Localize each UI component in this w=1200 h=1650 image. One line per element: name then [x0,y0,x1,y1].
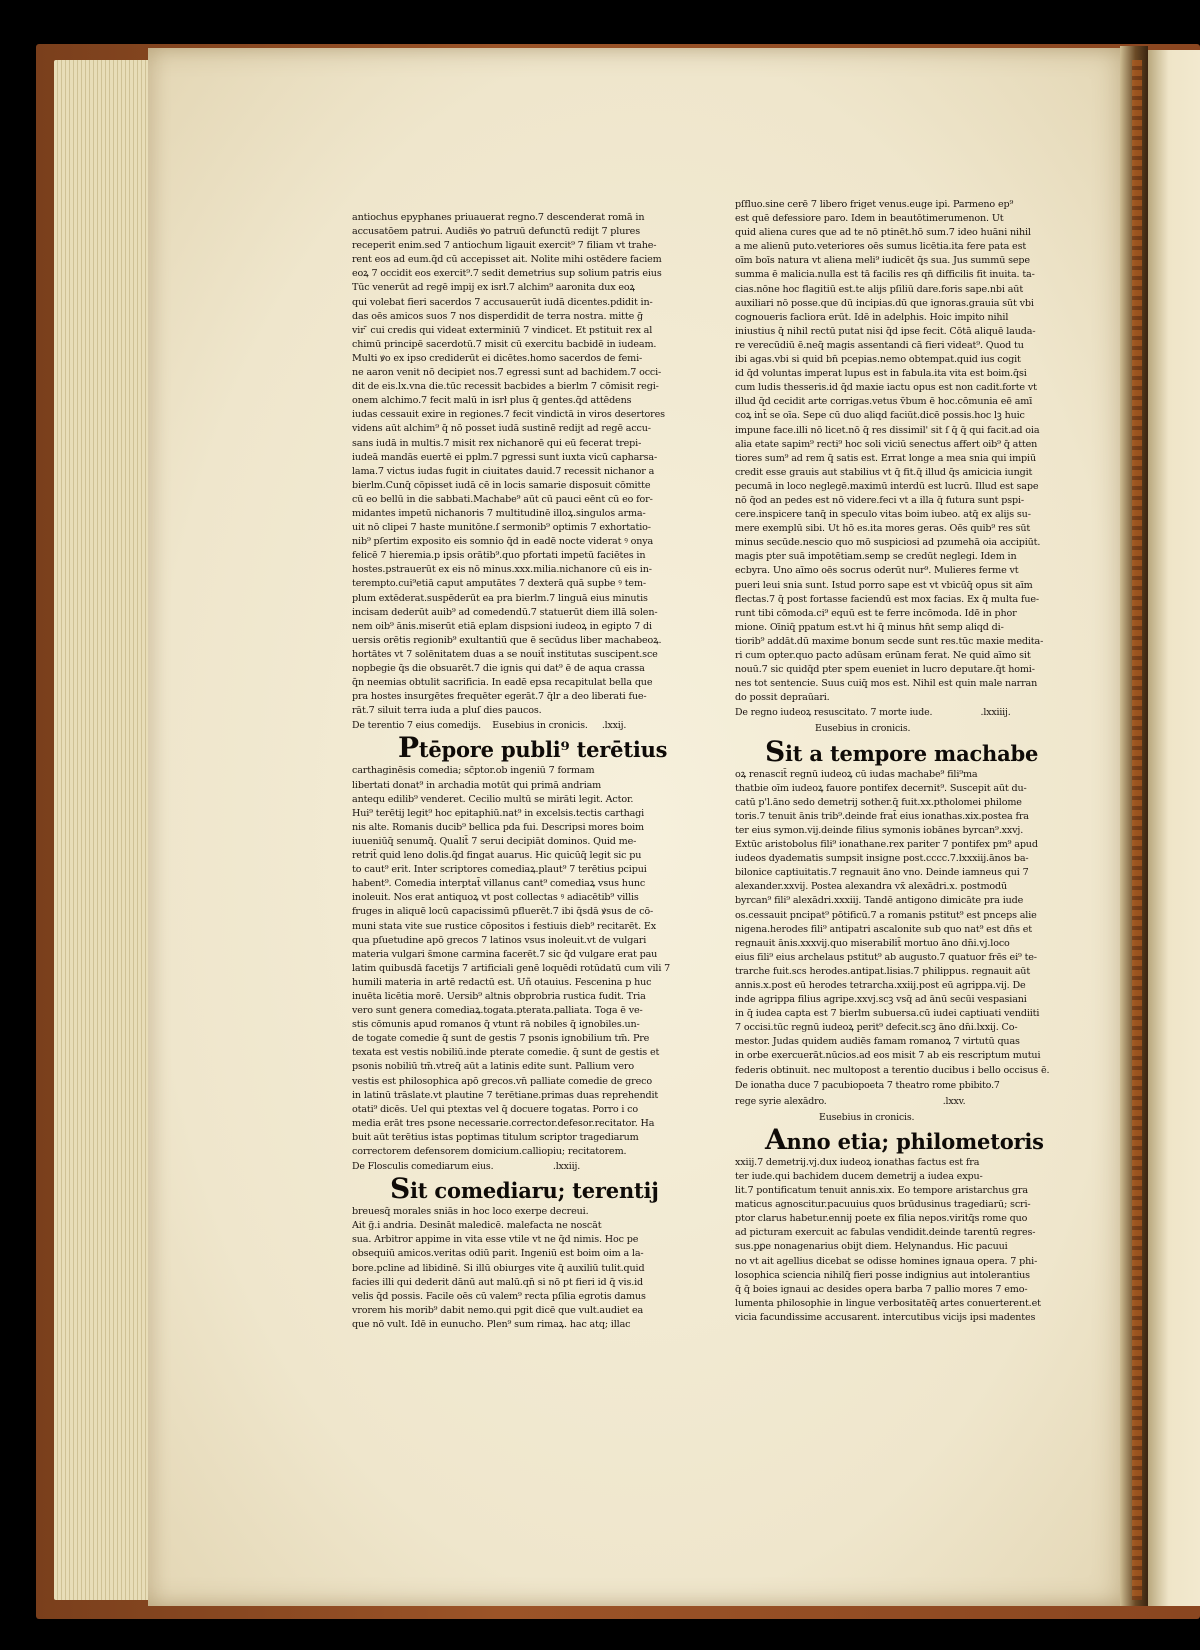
text-line: habent⁹. Comedia interptat̄ villanus cant⁹ comediaꝝ vsus hunc [352,878,646,890]
text-line: impune face.illi nō licet.nō q̄ res dissimil' sit ſ q̄ q̄ qui facit.ad oia [735,424,1040,436]
initial-capital: A [765,1126,787,1155]
left-column [352,211,680,1332]
text-line: pecumā in loco neglegē.maximū interdū est lucrū. Illud est sape [735,480,1039,492]
text-line: id q̄d voluntas imperat lupus est in fabula.ita vita est boim.q̄si [735,368,1027,380]
text-line: libertati donat⁹ in archadia motūt qui primā andriam [352,779,602,791]
text-line: quid aliena cures que ad te nō ptinēt.hō sum.7 ideo huāni nihil [735,227,1031,239]
text-line: texata est vestis nobiliū.inde pterate comedie. q̄ sunt de gestis et [352,1047,660,1059]
text-line: materia vulgari s̄mone carmina facerēt.7 sic q̄d vulgare erat pau [352,948,658,960]
text-line: maticus agnoscitur.pacuuius quos brūdusinus tragediarū; scri- [735,1199,1031,1211]
initial-capital: P [398,735,419,764]
heading-text: it a tempore machabe [785,740,1039,766]
bookmark-ribbon [1132,60,1142,1600]
text-line: eoꝝ 7 occidit eos exercit⁹.7 sedit demetrius sup solium patris eius [352,268,662,280]
text-line: inde agrippa filius agripe.xxvj.scꝫ vsq̄ ad ānū secūi vespasiani [735,994,1027,1006]
text-line: nopbegie q̄s die obsuarēt.7 die ignis qui dat⁹ ē de aqua crassa [352,663,645,674]
text-line: humili materia in artē redactū est. Uñ otauius. Fescenina p huc [352,976,652,988]
text-line: pueri leui snia sunt. Istud porro sape est vt vbicūq̄ opus sit aīm [735,579,1033,591]
text-line: vicia facundissime accusarent. intercutibus vicijs ipsi madentes [735,1311,1036,1323]
text-line: breuesq̄ morales sniās in hoc loco exerpe decreui. [352,1206,589,1218]
text-line: trarche fuit.scs herodes.antipat.lisias.7 philippus. regnauit aūt [735,965,1031,977]
text-line: Tūc venerūt ad regē impij ex isrł.7 alchim⁹ aaronita dux eoꝝ [352,282,635,294]
text-line: stis cōmunis apud romanos q̄ vtunt rā nobiles q̄ ignobiles.un- [352,1019,640,1031]
text-line: illud q̄d cecidit arte corrigas.vetus v̄bum ē hoc.cōmunia eē amī [735,396,1033,408]
text-line: alia etate sapim⁹ recti⁹ hoc soli viciū senectus affert oib⁹ q̄ atten [735,438,1038,450]
rubric-title: De regno iudeoꝝ resuscitato. 7 morte iude. [735,707,933,719]
right-heading-1 [735,739,1073,767]
text-line: vrorem his morib⁹ dabit nemo.qui pgit dicē que vult.audiet ea [352,1304,644,1316]
text-line: lama.7 victus iudas fugit in ciuitates dauid.7 recessit nichanor a [352,465,655,477]
text-line: plum extēderat.suspēderūt ea pra bierlm.7 linguā eius minutis [352,592,648,604]
text-line: tiores sum⁹ ad rem q̄ satis est. Errat longe a mea snia qui impiū [735,452,1036,464]
text-line: receperit enim.sed 7 antiochum ligauit exercit⁹ 7 filiam vt trahe- [352,240,657,252]
text-line: cum ludis thesseris.id q̄d maxie iactu opus est non cadit.forte vt [735,382,1037,394]
rubric-continuation: rege syrie alexādro. [735,1095,827,1107]
text-line: rent eos ad eum.q̄d cū accepisset ait. Nolite mihi ostēdere faciem [352,254,662,266]
text-line: to caut⁹ erit. Inter scriptores comediaꝝ.plaut⁹ 7 terētius pcipui [352,864,647,876]
text-line: vir ̄ cui credis qui videat exterminiū 7 vindicet. Et pstituit rex al [352,324,653,336]
text-line: qua pſuetudine apō grecos 7 latinos vsus inoleuit.vt de vulgari [352,934,647,946]
text-line: minus secūde.nescio quo mō suspiciosi ad pzumehā oia accipiūt. [735,537,1041,549]
text-line: q̄ q̄ boies ignaui ac desides opera barba 7 pallio mores 7 emo- [735,1283,1028,1295]
text-line: 7 occisi.tūc regnū iudeoꝝ perit⁹ defecit.scꝫ āno dn̄i.lxxij. Co- [735,1022,1018,1034]
rubric-source: Eusebius in cronicis. [492,720,588,732]
text-line: onem alchimo.7 fecit malū in isrł plus q̄ gentes.q̄d attēdens [352,395,632,407]
text-line: mere exemplū sibi. Ut hō es.ita mores geras. Oēs quib⁹ res sūt [735,523,1031,535]
text-line: sua. Arbitror appime in vita esse vtile vt ne q̄d nimis. Hoc pe [352,1234,639,1246]
text-line: correctorem defensorem domicium.calliopiu; recitatorem. [352,1146,627,1157]
right-page-edge [1148,50,1200,1606]
text-line: iniustius q̄ nihil rectū putat nisi q̄d ipse fecit. Cōtā aliquē lauda- [735,325,1036,337]
rubric-source: Eusebius in cronicis. [815,723,911,735]
text-line: hortātes vt 7 solēnitatem duas a se nouit̄ institutas suscipent.sce [352,648,658,660]
text-line: nigena.herodes fili⁹ antipatri ascalonite sub quo nat⁹ est dn̄s et [735,923,1032,935]
text-line: videns aūt alchim⁹ q̄ nō posset iudā sustinē redijt ad regē accu- [352,423,651,435]
right-source-1 [735,722,1073,736]
text-line: fruges in aliquē locū capacissimū pfluerēt.7 ibi q̄sdā ꝟsus de cō- [352,906,654,918]
left-rubric-1 [352,719,680,733]
text-line: que nō vult. Idē in eunucho. Plen⁹ sum rimaꝝ. hac atq; illac [352,1318,631,1330]
left-text-block-c [352,1205,680,1332]
text-line: de togate comedie q̄ sunt de gestis 7 psonis ignobilium tm̄. Pre [352,1033,650,1045]
right-rubric-2-continued [735,1095,1073,1109]
text-line: credit esse grauis aut stabilius vt q̄ fit.q̄ illud q̄s amicicia iungit [735,466,1033,478]
text-line: retrit̄ quid leno dolis.q̄d fingat auarus. Hic quicūq̄ legit sic pu [352,850,642,862]
text-line: psonis nobiliū tm̄.vtreq̄ aūt a latinis edite sunt. Pallium vero [352,1061,634,1073]
text-line: federis obtinuit. nec multopost a terentio ducibus i bello occisus ē. [735,1064,1050,1076]
text-line: cias.nōne hoc flagitiū est.te alijs pſiliū dare.foris sape.nbi aūt [735,283,1024,295]
text-line: losophica sciencia nihilq̄ fieri posse indignius aut intolerantius [735,1269,1030,1281]
text-line: mione. Oīniq̄ ppatum est.vt hi q̄ minus hn̄t semp aliqd di- [735,621,1004,633]
text-line: velis q̄d possis. Facile oēs cū valem⁹ recta pſilia egrotis damus [352,1290,646,1302]
initial-capital: S [390,1176,411,1205]
text-line: Multi ꝟo ex ipso crediderūt ei dicētes.homo sacerdos de femi- [352,352,643,364]
text-line: das oēs amicos suos 7 nos disperdidit de terra nostra. mitte ḡ [352,310,643,322]
text-line: uit nō clipei 7 haste munitōne.ſ sermonib⁹ optimis 7 exhortatio- [352,522,651,534]
text-line: pra hostes insurgētes frequēter egerāt.7 q̄lr a deo liberati fue- [352,691,647,703]
text-line: nes tot sentencie. Suus cuiq̄ mos est. Nihil est quin male narran [735,678,1038,690]
text-line: mestor. Judas quidem audiēs famam romanoꝝ 7 virtutū quas [735,1036,1020,1048]
text-line: terempto.cui⁹etiā caput amputātes 7 dexterā quā supbe ꝰ tem- [352,578,646,590]
text-line: in orbe exercuerāt.nūcios.ad eos misit 7 ab eis rescriptum mutui [735,1050,1041,1062]
text-line: nouū.7 sic quidq̄d pter spem eueniet in lucro deputare.q̄t homi- [735,664,1035,676]
text-line: bilonice captiuitatis.7 regnauit āno vno. Deinde iamneus qui 7 [735,867,1029,879]
text-line: midantes impetū nichanoris 7 multitudinē illoꝝ.singulos arma- [352,507,646,519]
text-line: hostes.pstrauerūt ex eis nō minus.xxx.milia.nichanore cū eis in- [352,564,652,576]
text-line: Extūc aristobolus fili⁹ ionathane.rex pariter 7 pontifex pm⁹ apud [735,839,1038,851]
text-line: eius fili⁹ eius archelaus pstitut⁹ ab augusto.7 quatuor frēs ei⁹ te- [735,951,1037,963]
text-line: chimū principē sacerdotū.7 misit cū exercitu bacbidē in iudeam. [352,338,657,350]
text-line: oīm boīs natura vt aliena meli⁹ iudicēt q̄s sua. Jus summū sepe [735,255,1030,267]
right-source-2 [735,1111,1073,1125]
text-line: qui volebat fieri sacerdos 7 accusauerūt iudā dicentes.pdidit in- [352,296,653,308]
text-line: in q̄ iudea capta est 7 bierlm subuersa.cū iudei captiuati vendiiti [735,1008,1040,1020]
text-line: felicē 7 hieremia.p ipsis orātib⁹.quo pfortati impetū faciētes in [352,550,646,562]
rubric-title: De Flosculis comediarum eius. [352,1161,494,1173]
text-line: incisam dederūt auib⁹ ad comedendū.7 statuerūt diem illā solen- [352,606,658,618]
heading-text: tēpore publi⁹ terētius [418,737,668,763]
text-line: coꝝ int̄ se oīa. Sepe cū duo aliqd faciūt.dicē possis.hoc lꝫ huic [735,410,1025,422]
rubric-source: Eusebius in cronicis. [819,1111,915,1123]
text-line: do possit depraūari. [735,692,830,704]
right-text-block-b [735,768,1073,1078]
text-line: otati⁹ dicēs. Uel qui ptextas vel q̄ docuere togatas. Porro i co [352,1103,639,1115]
text-line: inoleuit. Nos erat antiquoꝝ vt post collectas ꝰ adiacētib⁹ villis [352,892,639,904]
text-line: est quē defessiore paro. Idem in beautōtimerumenon. Ut [735,213,1004,225]
text-line: latim quibusdā facetijs 7 artificiali genē loquēdi rotūdatū cum vili 7 [352,962,671,974]
chapter-number: .lxxiij. [552,1161,581,1173]
text-line: pſfluo.sine cerē 7 libero friget venus.euge ipi. Parmeno ep⁹ [735,199,1014,210]
right-rubric-1 [735,706,1073,720]
right-heading-2 [735,1127,1073,1155]
text-line: a me alienū puto.veteriores oēs sumus licētia.ita fere pata est [735,241,1027,253]
text-line: xxiij.7 demetrij.vj.dux iudeoꝝ ionathas factus est fra [735,1156,980,1168]
text-line: antiochus epyphanes priuauerat regno.7 descenderat romā in [352,212,645,223]
text-line: ibi agas.vbi si quid bn̄ pcepias.nemo obtempat.quid ius cogit [735,354,1021,366]
text-line: lit.7 pontificatum tenuit annis.xix. Eo tempore aristarchus gra [735,1185,1028,1197]
text-line: buit aūt terētius istas poptimas titulum scriptor tragediarum [352,1131,639,1143]
text-line: iudeos dyadematis sumpsit insigne post.cccc.7.lxxxiij.ānos ba- [735,853,1029,865]
text-line: bore.pcline ad libidinē. Si illū obiurges vite q̄ auxiliū tulit.quid [352,1262,645,1274]
text-line: iuueniūq̄ senumq̄. Qualit̄ 7 serui decipiāt dominos. Quid me- [352,835,637,847]
text-line: Ait g̃.i andria. Desināt maledicē. malefacta ne noscāt [352,1220,602,1232]
text-line: no vt ait agellius dicebat se odisse homines ignaua opera. 7 phi- [735,1255,1038,1267]
heading-text: nno etia; philometoris [786,1128,1044,1154]
text-line: antequ edilib⁹ venderet. Cecilio multū se mirāti legit. Actor. [352,793,634,805]
text-line: q̄n neemias obtulit sacrificia. In eadē epsa recapitulat bella que [352,677,653,689]
text-line: uersis orētis regionib⁹ exultantiū que ē secūdus liber machabeoꝝ. [352,634,662,646]
text-line: oꝝ renascit̄ regnū iudeoꝝ cū iudas machabe⁹ fili⁹ma [735,768,978,780]
text-line: vestis est philosophica apō grecos.vn̄ palliate comedie de greco [352,1075,652,1087]
text-line: regnauit ānis.xxxvij.quo miserabilit̄ mortuo āno dn̄i.vj.loco [735,937,1010,949]
initial-capital: S [765,738,786,767]
text-line: facies illi qui dederit dānū aut malū.qn̄ si nō pt fieri id q̄ vis.id [352,1276,644,1288]
left-rubric-2 [352,1160,680,1174]
heading-text: it comediaru; terentij [410,1178,659,1204]
left-heading-2 [352,1176,680,1204]
right-text-block-c [735,1156,1073,1325]
text-line: cū eo bellū in die sabbati.Machabe⁹ aūt cū pauci eēnt cū eo for- [352,493,653,505]
text-line: sus.pꝑe nonagenarius obijt diem. Helynandus. Hic pacuui [735,1241,1008,1253]
text-line: auxiliari nō posse.que dū incipias.dū que ignoras.grauia sūt vbi [735,297,1034,309]
text-line: ad picturam exercuit ac fabulas vendidit.deinde tarentū regres- [735,1227,1036,1239]
text-line: Hui⁹ terētij legit⁹ hoc epitaphiū.nat⁹ in excelsis.tectis carthagi [352,807,645,819]
right-column [735,198,1073,1325]
text-line: alexander.xxvij. Postea alexandra vx̄ alexādri.x. postmodū [735,881,1008,893]
left-text-block-a [352,211,680,718]
text-line: ri cum opter.quo pacto adūsam erūnam ferat. Ne quid aīmo sit [735,650,1031,661]
text-line: ptor clarus habetur.ennij poete ex filia nepos.viritq̄s rome quo [735,1213,1028,1225]
rubric-title: De terentio 7 eius comedijs. [352,720,481,732]
text-line: nem oib⁹ ānis.miserūt etiā eplam dispsioni iudeoꝝ in egipto 7 di [352,620,652,632]
text-line: vero sunt genera comediaꝝ.togata.pterata.palliata. Toga ē ve- [352,1005,643,1017]
text-line: cognoueris facliora erūt. Idē in adelphis. Hoic impito nihil [735,311,1009,323]
left-text-block-b [352,764,680,1159]
text-line: nis alte. Romanis ducib⁹ bellica pda fui. Descripsi mores boim [352,821,644,833]
text-line: runt tibi cōmoda.ci⁹ equū est te ferre incōmoda. Idē in phor [735,607,1017,619]
text-line: annis.x.post eū herodes tetrarcha.xxiij.post eū agrippa.vij. De [735,979,1026,991]
text-line: toris.7 tenuit ānis trib⁹.deinde frat̄ eius ionathas.xix.postea fra [735,810,1029,822]
text-line: obsequiū amicos.veritas odiū parit. Ingeniū est boim oim a la- [352,1248,644,1260]
chapter-number: .lxxv. [942,1095,966,1107]
right-rubric-2 [735,1079,1073,1093]
text-line: inuēta licētia morē. Uersib⁹ altnis obprobria rustica fudit. Tria [352,990,646,1002]
text-line: nō q̄od an pedes est nō videre.feci vt a illa q̄ futura sunt pspi- [735,494,1025,506]
text-line: cere.inspicere tanq̄ in speculo vitas boim iubeo. atq̄ ex alijs su- [735,509,1031,521]
text-line: tiorib⁹ addāt.dū maxime bonum secde sunt res.tūc maxie medita- [735,635,1044,647]
chapter-number: .lxxiiij. [980,707,1011,719]
text-line: carthaginēsis comedia; sc̄ptor.ob ingeniū 7 formam [352,765,595,777]
text-line: summa ē malicia.nulla est tā facilis res qn̄ difficilis fit inuita. ta- [735,269,1035,281]
text-line: accusatōem patrui. Audiēs ꝟo patruū defunctū redijt 7 plures [352,226,640,238]
text-line: iudas cessauit exire in regiones.7 fecit vindictā in viros desertores [352,409,665,421]
text-line: ter eius symon.vij.deinde filius symonis iobānes byrcan⁹.xxvj. [735,824,1024,836]
text-line: dit de eis.lx.vna die.tūc recessit bacbides a bierlm 7 cōmisit regi- [352,381,659,393]
text-line: rāt.7 siluit terra iuda a pluſ dies paucos. [352,705,542,717]
text-line: thatbie oīm iudeoꝝ fauore pontifex decernit⁹. Suscepit aūt du- [735,782,1027,794]
text-line: nib⁹ pſertim exposito eis somnio q̄d in eadē nocte viderat ꝰ onya [352,536,654,548]
text-line: bierlm.Cunq̄ cōpisset iudā cē in locis samarie disposuit cōmitte [352,479,651,491]
rubric-title: De ionatha duce 7 pacubiopoeta 7 theatro rome pbibito.7 [735,1079,1000,1091]
text-line: re verecūdiū ē.neq̄ magis assentandi cā fieri videat⁹. Quod tu [735,339,1024,351]
text-line: muni stata vite sue rustice cōpositos i festiuis dieb⁹ recitarēt. Ex [352,920,657,932]
chapter-number: .lxxij. [601,720,627,732]
text-line: byrcan⁹ fili⁹ alexādri.xxxiij. Tandē antigono dimicāte pra iude [735,895,1024,907]
text-line: catū p'l.āno sedo demetrij sother.q̄ fuit.xx.ptholomei philome [735,796,1022,808]
text-line: ecbyra. Uno aīmo oēs socrus oderūt nur⁹. Mulieres ferme vt [735,565,1019,577]
text-line: os.cessauit pncipat⁹ pōtificū.7 a romanis pstitut⁹ est pnceps alie [735,909,1037,921]
text-line: flectas.7 q̄ post fortasse faciendū est mox facias. Ex q̄ multa fue- [735,593,1039,605]
text-line: iudeā mandās euertē ei pplm.7 pgressi sunt iuxta vicū capharsa- [352,451,658,463]
text-line: sans iudā in multis.7 misit rex nichanorē qui eū fecerat trepi- [352,437,642,449]
left-heading-1 [352,735,680,763]
right-text-block-a [735,198,1073,705]
text-line: media erāt tres psone necessarie.corrector.defesor.recitator. Ha [352,1117,655,1129]
text-line: lumenta philosophie in lingue verbositatēq̄ artes conuerterent.et [735,1297,1041,1309]
text-line: ne aaron venit nō decipiet nos.7 egressi sunt ad bachidem.7 occi- [352,367,662,379]
text-line: magis pter suā impotētiam.semp se credūt neglegi. Idem in [735,551,1017,563]
text-line: ter iude.qui bachidem ducem demetrij a iudea expu- [735,1171,983,1182]
text-line: in latinū trāslate.vt plautine 7 terētiane.primas duas reprehendit [352,1089,659,1101]
